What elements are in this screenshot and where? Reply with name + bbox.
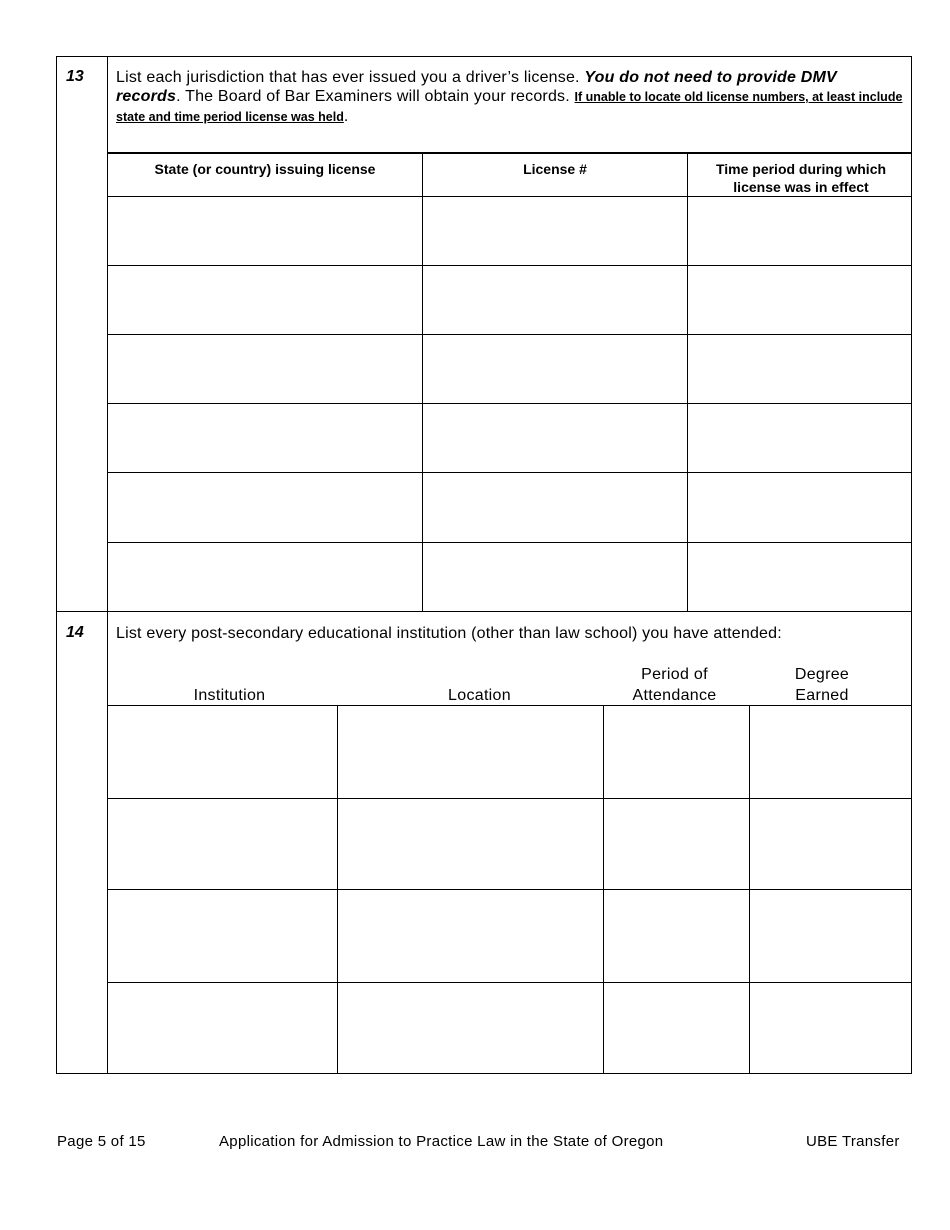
q13-text-a: List each jurisdiction that has ever issued you a driver’s license. [116, 69, 585, 86]
q13-text-underline: If unable to locate old license numbers, at least include state and time period license was held [116, 90, 903, 124]
footer-title: Application for Admission to Practice Law in the State of Oregon [219, 1133, 664, 1150]
q13-text-end: . [343, 108, 349, 125]
number-column-divider [107, 57, 108, 1074]
table-13-row-line [107, 403, 912, 404]
table-14-col-divider [749, 706, 750, 1074]
question-14-number: 14 [66, 624, 84, 641]
table-14-row-line [107, 798, 912, 799]
table-14-header-institution: Institution [193, 687, 266, 704]
section-separator [57, 611, 912, 612]
question-13-number: 13 [66, 68, 84, 85]
table-14-header-bottom [107, 705, 912, 706]
question-13-instructions [116, 68, 906, 127]
table-13-header-license: License # [523, 161, 587, 177]
table-13-row-line [107, 542, 912, 543]
table-13-col-divider [422, 153, 423, 611]
table-14-header-location: Location [448, 687, 511, 704]
question-14-instructions: List every post-secondary educational institution (other than law school) you have attended: [116, 625, 782, 642]
table-13-header-state: State (or country) issuing license [154, 161, 376, 177]
table-13-col-divider [687, 153, 688, 611]
table-14-col-divider [337, 706, 338, 1074]
table-14-row-line [107, 889, 912, 890]
q13-text-bold: You do not need to provide DMV records [116, 69, 837, 105]
table-13-header-period: Time period during which license was in effect [715, 161, 887, 195]
table-13-top-border [107, 152, 912, 154]
table-13-row-line [107, 472, 912, 473]
table-14-header-period: Period of Attendance [632, 666, 717, 704]
table-13-row-line [107, 334, 912, 335]
q13-text-b: . The Board of Bar Examiners will obtain your records. [176, 88, 575, 105]
application-form [56, 56, 912, 1074]
table-14-col-divider [603, 706, 604, 1074]
table-13-row-line [107, 265, 912, 266]
table-13-header-bottom [107, 196, 912, 197]
table-14-header-degree: Degree Earned [794, 666, 850, 704]
footer-application-type: UBE Transfer [806, 1133, 900, 1150]
table-14-row-line [107, 982, 912, 983]
footer-page-number: Page 5 of 15 [57, 1133, 146, 1150]
